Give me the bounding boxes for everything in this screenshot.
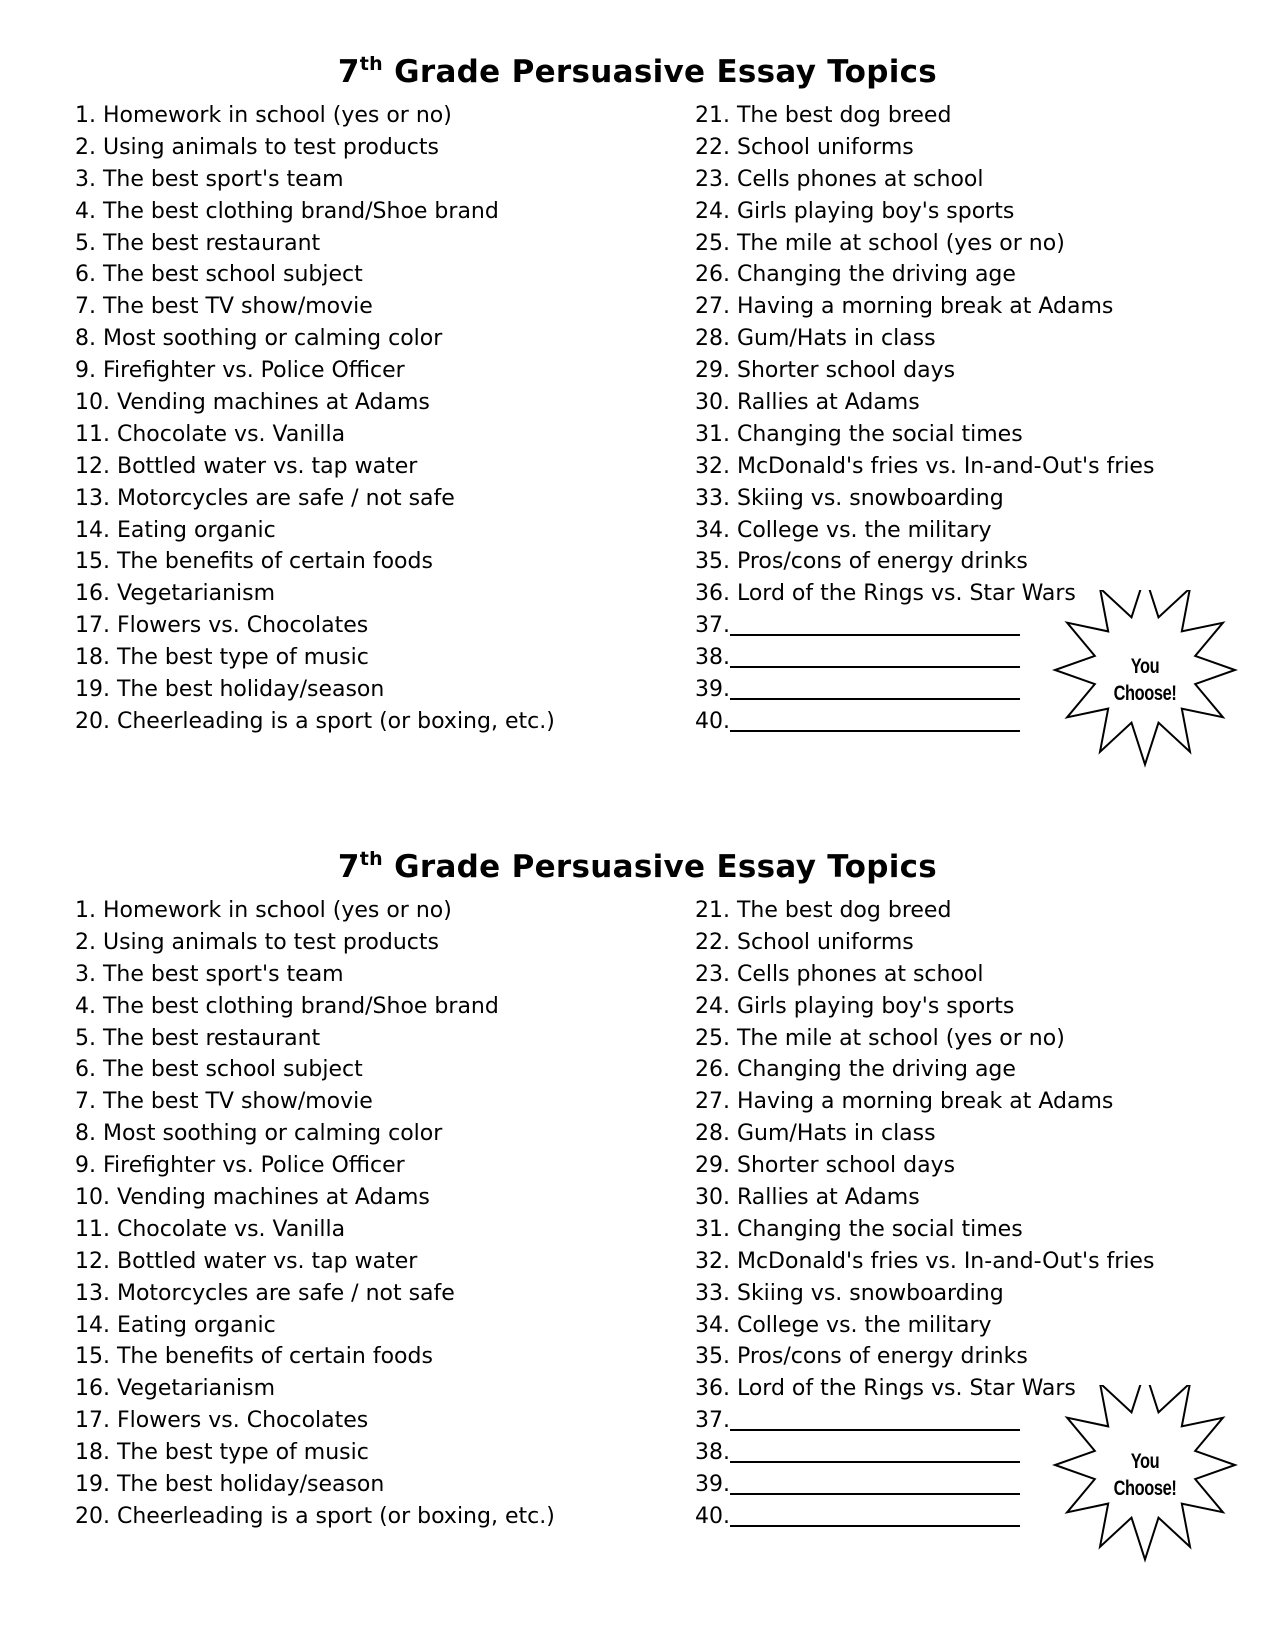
topic-item: 1. Homework in school (yes or no)	[75, 103, 452, 128]
topic-item: 26. Changing the driving age	[695, 262, 1016, 288]
topic-list-left	[75, 895, 675, 1533]
topic-item: 12. Bottled water vs. tap water	[75, 1248, 418, 1274]
topic-item: 22. School uniforms	[695, 929, 914, 955]
title-text: Grade Persuasive Essay Topics	[394, 54, 938, 90]
topic-item: 6. The best school subject	[75, 1057, 363, 1083]
topic-item: 36. Lord of the Rings vs. Star Wars	[695, 581, 1076, 607]
write-in-line[interactable]	[730, 1503, 1020, 1527]
topic-item: 35. Pros/cons of energy drinks	[695, 1344, 1028, 1370]
blank-number: 37.	[695, 613, 730, 639]
topic-item: 16. Vegetarianism	[75, 1376, 276, 1402]
topic-item: 10. Vending machines at Adams	[75, 390, 430, 416]
burst-label	[1067, 653, 1223, 707]
topic-item: 17. Flowers vs. Chocolates	[75, 613, 369, 639]
topic-item: 21. The best dog breed	[695, 898, 952, 923]
topic-item: 2. Using animals to test products	[75, 929, 439, 955]
blank-number: 39.	[695, 1472, 730, 1498]
topic-item: 13. Motorcycles are safe / not safe	[75, 1280, 455, 1306]
topic-list-left	[75, 100, 675, 738]
topic-item: 6. The best school subject	[75, 262, 363, 288]
blank-number: 39.	[695, 677, 730, 703]
topic-item: 5. The best restaurant	[75, 230, 321, 256]
topic-item: 14. Eating organic	[75, 517, 276, 543]
burst-line-1: You	[1130, 1450, 1160, 1473]
topic-item: 27. Having a morning break at Adams	[695, 294, 1114, 320]
topic-item: 35. Pros/cons of energy drinks	[695, 549, 1028, 575]
write-in-line[interactable]	[730, 1471, 1020, 1495]
title-superscript: th	[359, 848, 384, 870]
topic-item: 15. The benefits of certain foods	[75, 549, 433, 575]
you-choose-burst	[1045, 590, 1245, 790]
topic-item: 27. Having a morning break at Adams	[695, 1089, 1114, 1115]
topic-item: 9. Firefighter vs. Police Officer	[75, 358, 405, 384]
topic-item: 9. Firefighter vs. Police Officer	[75, 1153, 405, 1179]
topic-item: 8. Most soothing or calming color	[75, 326, 443, 352]
title-text: Grade Persuasive Essay Topics	[394, 849, 938, 885]
topic-item: 34. College vs. the military	[695, 517, 992, 543]
topic-item: 32. McDonald's fries vs. In-and-Out's fries	[695, 1248, 1155, 1274]
topic-item: 7. The best TV show/movie	[75, 1089, 373, 1115]
topic-item: 8. Most soothing or calming color	[75, 1121, 443, 1147]
topic-item: 2. Using animals to test products	[75, 134, 439, 160]
write-in-line[interactable]	[730, 644, 1020, 668]
topic-item: 7. The best TV show/movie	[75, 294, 373, 320]
write-in-line[interactable]	[730, 1439, 1020, 1463]
title-grade-number: 7	[337, 849, 360, 885]
topic-item: 3. The best sport's team	[75, 166, 344, 192]
topic-item: 19. The best holiday/season	[75, 1472, 385, 1498]
topic-item: 10. Vending machines at Adams	[75, 1185, 430, 1211]
burst-line-2: Choose!	[1113, 682, 1177, 705]
worksheet-top	[0, 0, 1275, 795]
topic-item: 24. Girls playing boy's sports	[695, 993, 1015, 1019]
topic-item: 32. McDonald's fries vs. In-and-Out's fries	[695, 453, 1155, 479]
write-in-line[interactable]	[730, 708, 1020, 732]
topic-item: 22. School uniforms	[695, 134, 914, 160]
topic-item: 11. Chocolate vs. Vanilla	[75, 1216, 346, 1242]
topic-item: 31. Changing the social times	[695, 1216, 1023, 1242]
blank-number: 38.	[695, 645, 730, 671]
topic-item: 20. Cheerleading is a sport (or boxing, etc.)	[75, 708, 555, 734]
topic-item: 18. The best type of music	[75, 645, 369, 671]
topic-item: 13. Motorcycles are safe / not safe	[75, 485, 455, 511]
you-choose-burst	[1045, 1385, 1245, 1585]
topic-item: 4. The best clothing brand/Shoe brand	[75, 993, 499, 1019]
topic-item: 30. Rallies at Adams	[695, 390, 920, 416]
topic-item: 3. The best sport's team	[75, 961, 344, 987]
blank-number: 40.	[695, 1503, 730, 1529]
topic-item: 34. College vs. the military	[695, 1312, 992, 1338]
write-in-line[interactable]	[730, 676, 1020, 700]
topic-item: 29. Shorter school days	[695, 1153, 956, 1179]
topic-item: 16. Vegetarianism	[75, 581, 276, 607]
worksheet-bottom	[0, 795, 1275, 1590]
title-superscript: th	[359, 53, 384, 75]
topic-item: 18. The best type of music	[75, 1440, 369, 1466]
burst-line-2: Choose!	[1113, 1477, 1177, 1500]
topic-item: 24. Girls playing boy's sports	[695, 198, 1015, 224]
topic-item: 30. Rallies at Adams	[695, 1185, 920, 1211]
topic-item: 29. Shorter school days	[695, 358, 956, 384]
topic-item: 23. Cells phones at school	[695, 961, 984, 987]
topic-item: 15. The benefits of certain foods	[75, 1344, 433, 1370]
topic-item: 31. Changing the social times	[695, 421, 1023, 447]
write-in-line[interactable]	[730, 1407, 1020, 1431]
burst-line-1: You	[1130, 655, 1160, 678]
blank-number: 38.	[695, 1440, 730, 1466]
write-in-line[interactable]	[730, 612, 1020, 636]
topic-item: 33. Skiing vs. snowboarding	[695, 485, 1004, 511]
topic-item: 17. Flowers vs. Chocolates	[75, 1408, 369, 1434]
topic-item: 4. The best clothing brand/Shoe brand	[75, 198, 499, 224]
topic-item: 23. Cells phones at school	[695, 166, 984, 192]
topic-item: 21. The best dog breed	[695, 103, 952, 128]
topic-item: 5. The best restaurant	[75, 1025, 321, 1051]
topic-item: 1. Homework in school (yes or no)	[75, 898, 452, 923]
topic-item: 19. The best holiday/season	[75, 677, 385, 703]
topic-item: 20. Cheerleading is a sport (or boxing, etc.)	[75, 1503, 555, 1529]
topic-item: 12. Bottled water vs. tap water	[75, 453, 418, 479]
topic-item: 28. Gum/Hats in class	[695, 1121, 936, 1147]
topic-item: 25. The mile at school (yes or no)	[695, 230, 1065, 256]
topic-item: 28. Gum/Hats in class	[695, 326, 936, 352]
topic-item: 25. The mile at school (yes or no)	[695, 1025, 1065, 1051]
topic-item: 11. Chocolate vs. Vanilla	[75, 421, 346, 447]
topic-item: 26. Changing the driving age	[695, 1057, 1016, 1083]
blank-number: 40.	[695, 708, 730, 734]
topic-item: 33. Skiing vs. snowboarding	[695, 1280, 1004, 1306]
burst-label	[1067, 1448, 1223, 1502]
title-grade-number: 7	[337, 54, 360, 90]
topic-item: 36. Lord of the Rings vs. Star Wars	[695, 1376, 1076, 1402]
page-title	[0, 55, 1275, 89]
page-title	[0, 850, 1275, 884]
topic-item: 14. Eating organic	[75, 1312, 276, 1338]
blank-number: 37.	[695, 1408, 730, 1434]
